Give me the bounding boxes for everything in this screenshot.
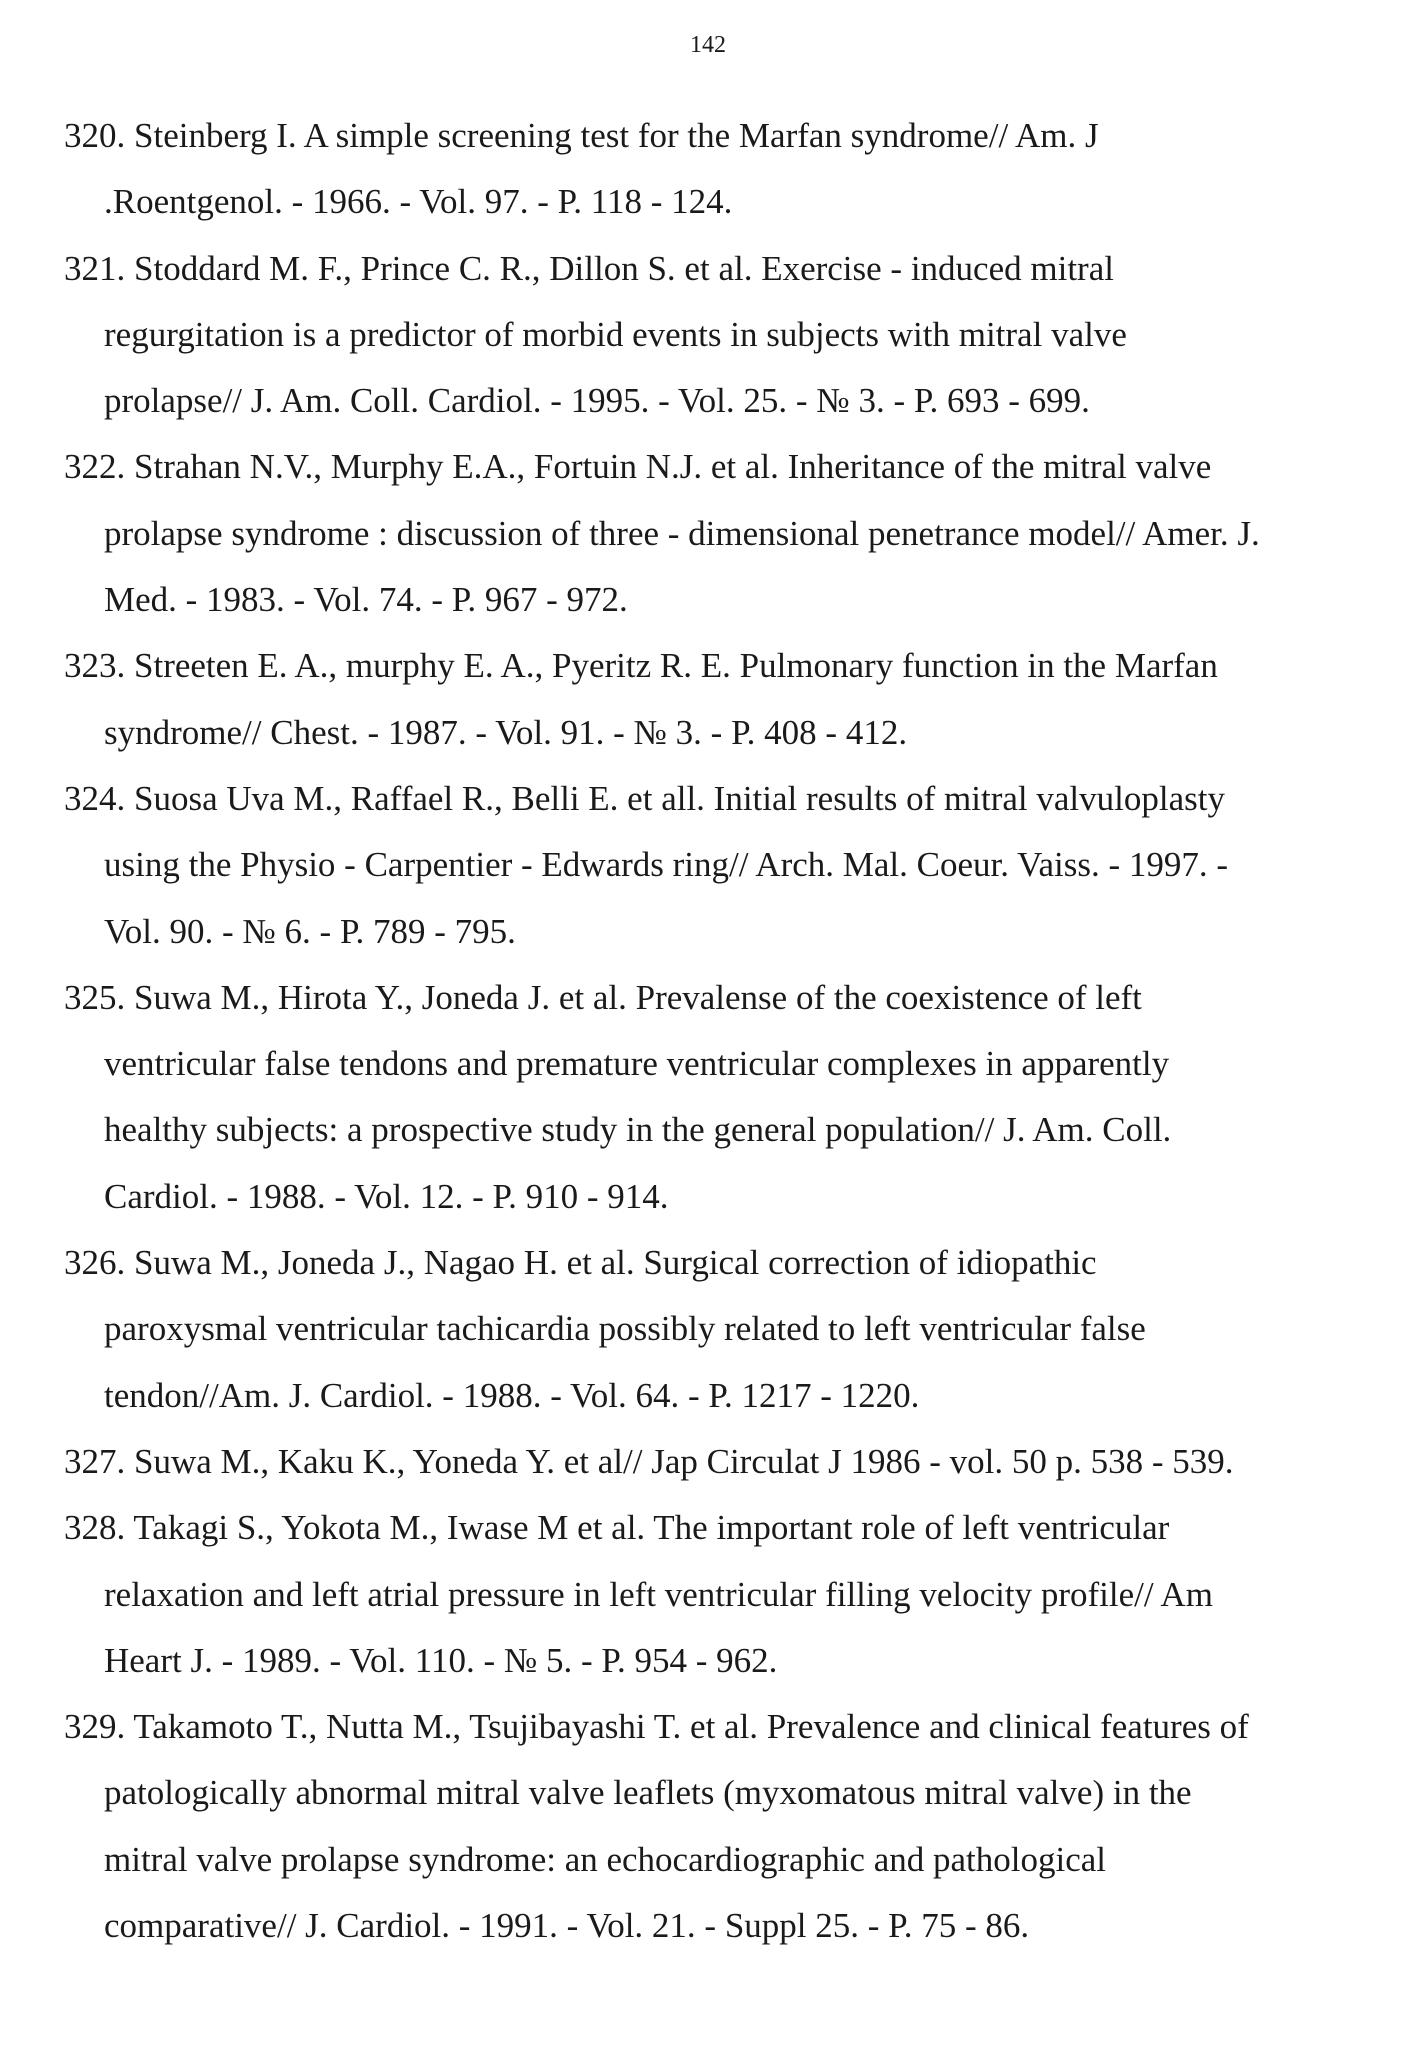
reference-continuation-line: Cardiol. - 1988. - Vol. 12. - P. 910 - 914. xyxy=(104,1176,669,1216)
reference-entry xyxy=(64,236,1364,435)
reference-first-line: 321. Stoddard M. F., Prince C. R., Dillon S. et al. Exercise - induced mitral xyxy=(64,248,1114,288)
reference-entry xyxy=(64,1694,1364,1959)
reference-continuation-line: prolapse syndrome : discussion of three - dimensional penetrance model// Amer. J. xyxy=(104,513,1260,553)
reference-continuation-line: regurgitation is a predictor of morbid events in subjects with mitral valve xyxy=(104,314,1127,354)
reference-entry xyxy=(64,1429,1364,1495)
reference-first-line: 326. Suwa M., Joneda J., Nagao H. et al. Surgical correction of idiopathic xyxy=(64,1243,1097,1283)
reference-entry xyxy=(64,1495,1364,1694)
reference-continuation-line: using the Physio - Carpentier - Edwards ring// Arch. Mal. Coeur. Vaiss. - 1997. - xyxy=(104,845,1229,885)
reference-continuation-line: comparative// J. Cardiol. - 1991. - Vol. 21. - Suppl 25. - P. 75 - 86. xyxy=(104,1906,1030,1946)
reference-continuation-line: mitral valve prolapse syndrome: an echocardiographic and pathological xyxy=(104,1839,1106,1879)
reference-first-line: 327. Suwa M., Kaku K., Yoneda Y. et al// Jap Circulat J 1986 - vol. 50 p. 538 - 539. xyxy=(64,1441,1234,1481)
reference-entry xyxy=(64,633,1364,766)
reference-continuation-line: syndrome// Chest. - 1987. - Vol. 91. - № 3. - P. 408 - 412. xyxy=(104,712,908,752)
reference-first-line: 320. Steinberg I. A simple screening test for the Marfan syndrome// Am. J xyxy=(64,116,1099,155)
reference-entry xyxy=(64,103,1364,236)
reference-continuation-line: .Roentgenol. - 1966. - Vol. 97. - P. 118 - 124. xyxy=(104,182,733,222)
reference-first-line: 329. Takamoto T., Nutta M., Tsujibayashi T. et al. Prevalence and clinical features of xyxy=(64,1707,1249,1747)
reference-first-line: 328. Takagi S., Yokota M., Iwase M et al. The important role of left ventricular xyxy=(64,1508,1170,1548)
reference-continuation-line: relaxation and left atrial pressure in left ventricular filling velocity profile// Am xyxy=(104,1574,1213,1614)
reference-continuation-line: Heart J. - 1989. - Vol. 110. - № 5. - P. 954 - 962. xyxy=(104,1640,778,1680)
page-number: 142 xyxy=(690,32,726,58)
reference-entry xyxy=(64,766,1364,965)
reference-entry xyxy=(64,965,1364,1230)
reference-entry xyxy=(64,434,1364,633)
reference-continuation-line: tendon//Am. J. Cardiol. - 1988. - Vol. 64. - P. 1217 - 1220. xyxy=(104,1375,920,1415)
reference-continuation-line: patologically abnormal mitral valve leaflets (myxomatous mitral valve) in the xyxy=(104,1773,1192,1813)
reference-entry xyxy=(64,1230,1364,1429)
reference-continuation-line: Med. - 1983. - Vol. 74. - P. 967 - 972. xyxy=(104,580,628,620)
reference-continuation-line: prolapse// J. Am. Coll. Cardiol. - 1995. - Vol. 25. - № 3. - P. 693 - 699. xyxy=(104,381,1090,421)
reference-continuation-line: paroxysmal ventricular tachicardia possibly related to left ventricular false xyxy=(104,1309,1146,1349)
reference-continuation-line: Vol. 90. - № 6. - P. 789 - 795. xyxy=(104,911,516,951)
reference-first-line: 324. Suosa Uva M., Raffael R., Belli E. et all. Initial results of mitral valvuloplasty xyxy=(64,778,1225,818)
reference-first-line: 322. Strahan N.V., Murphy E.A., Fortuin N.J. et al. Inheritance of the mitral valve xyxy=(64,447,1212,487)
reference-first-line: 325. Suwa M., Hirota Y., Joneda J. et al. Prevalense of the coexistence of left xyxy=(64,977,1142,1017)
reference-continuation-line: healthy subjects: a prospective study in the general population// J. Am. Coll. xyxy=(104,1110,1172,1150)
reference-list xyxy=(64,103,1364,1959)
reference-first-line: 323. Streeten E. A., murphy E. A., Pyeritz R. E. Pulmonary function in the Marfan xyxy=(64,646,1218,686)
reference-continuation-line: ventricular false tendons and premature ventricular complexes in apparently xyxy=(104,1044,1170,1084)
